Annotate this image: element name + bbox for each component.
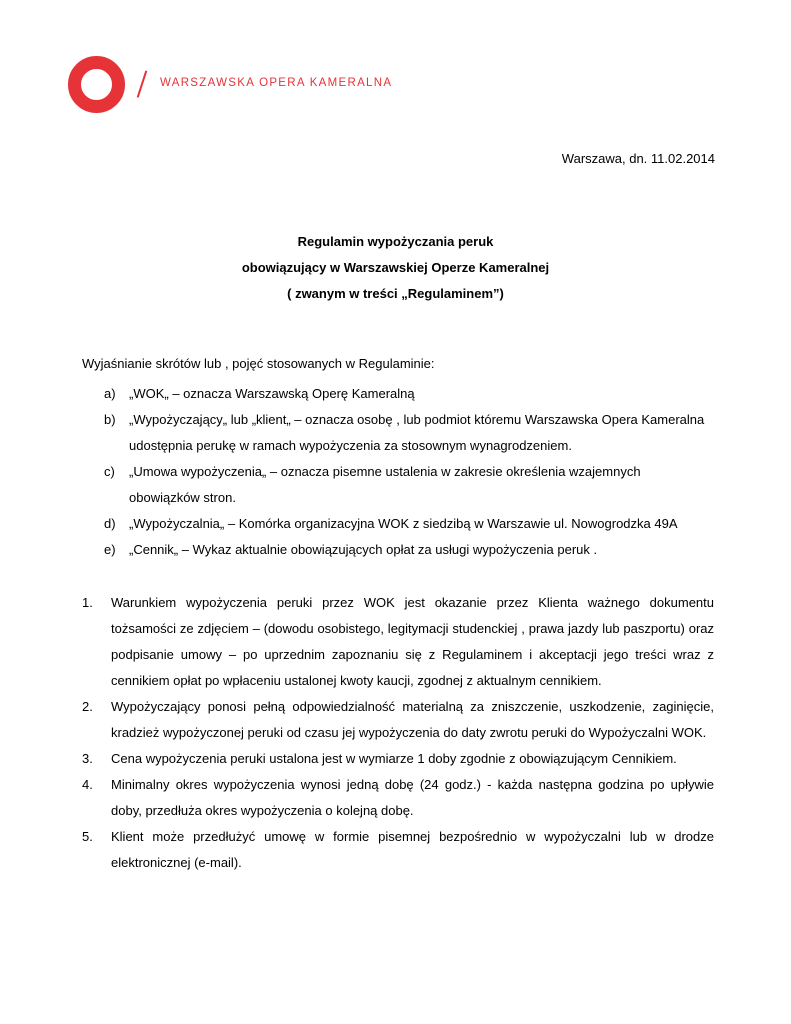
list-marker: 4. xyxy=(82,777,93,792)
definition-item xyxy=(88,537,714,563)
list-marker: a) xyxy=(104,386,116,401)
document-title xyxy=(0,229,791,307)
list-marker: c) xyxy=(104,464,115,479)
definition-text: „WOK„ – oznacza Warszawską Operę Kameralną xyxy=(129,386,415,401)
rule-text: Minimalny okres wypożyczenia wynosi jedną dobę (24 godz.) - każda następna godzina po upływie doby, przedłuża okres wypożyczenia o kolejną dobę. xyxy=(111,777,714,818)
logo-divider xyxy=(137,70,147,97)
definitions-intro: Wyjaśnianie skrótów lub , pojęć stosowanych w Regulaminie: xyxy=(82,356,435,371)
rule-item xyxy=(82,824,714,876)
list-marker: 3. xyxy=(82,751,93,766)
rule-item xyxy=(82,590,714,694)
rule-text: Klient może przedłużyć umowę w formie pisemnej bezpośrednio w wypożyczalni lub w drodze elektronicznej (e-mail). xyxy=(111,829,714,870)
document-date: Warszawa, dn. 11.02.2014 xyxy=(561,151,715,166)
definition-item xyxy=(88,381,714,407)
rules-list xyxy=(82,590,714,876)
rule-text: Wypożyczający ponosi pełną odpowiedzialność materialną za zniszczenie, uszkodzenie, zaginięcie, kradzież wypożyczonej peruki od czasu jej wypożyczenia do daty zwrotu peruki do Wypożyczalni WOK. xyxy=(111,699,714,740)
opera-logo-icon xyxy=(68,56,125,113)
list-marker: 1. xyxy=(82,595,93,610)
rule-text: Warunkiem wypożyczenia peruki przez WOK jest okazanie przez Klienta ważnego dokumentu tożsamości ze zdjęciem – (dowodu osobistego, legitymacji studenckiej , prawa jazdy lub paszportu) oraz podpisanie umowy – po uprzednim zapoznaniu się z Regulaminem i akceptacji jego treści wraz z cennikiem opłat po wpłaceniu ustalonej kwoty kaucji, zgodnej z aktualnym cennikiem. xyxy=(111,595,714,688)
definition-item xyxy=(88,407,714,459)
rule-item xyxy=(82,772,714,824)
definition-item xyxy=(88,511,714,537)
list-marker: 2. xyxy=(82,699,93,714)
definition-item xyxy=(88,459,714,511)
title-line-3: ( zwanym w treści „Regulaminem”) xyxy=(287,286,504,301)
definitions-list xyxy=(88,381,714,563)
definition-text: „Wypożyczalnia„ – Komórka organizacyjna WOK z siedzibą w Warszawie ul. Nowogrodzka 49A xyxy=(129,516,678,531)
org-name: WARSZAWSKA OPERA KAMERALNA xyxy=(160,77,393,89)
definition-text: „Wypożyczający„ lub „klient„ – oznacza osobę , lub podmiot któremu Warszawska Opera Kameralna udostępnia perukę w ramach wypożyczenia za stosownym wynagrodzeniem. xyxy=(129,412,705,453)
definition-text: „Cennik„ – Wykaz aktualnie obowiązujących opłat za usługi wypożyczenia peruk . xyxy=(129,542,598,557)
rule-item xyxy=(82,746,714,772)
rule-text: Cena wypożyczenia peruki ustalona jest w wymiarze 1 doby zgodnie z obowiązującym Cennikiem. xyxy=(111,751,677,766)
list-marker: d) xyxy=(104,516,116,531)
definition-text: „Umowa wypożyczenia„ – oznacza pisemne ustalenia w zakresie określenia wzajemnych obowiązków stron. xyxy=(129,464,641,505)
title-line-2: obowiązujący w Warszawskiej Operze Kameralnej xyxy=(241,260,550,275)
rule-item xyxy=(82,694,714,746)
list-marker: 5. xyxy=(82,829,93,844)
title-line-1: Regulamin wypożyczania peruk xyxy=(297,234,494,249)
list-marker: b) xyxy=(104,412,116,427)
list-marker: e) xyxy=(104,542,116,557)
